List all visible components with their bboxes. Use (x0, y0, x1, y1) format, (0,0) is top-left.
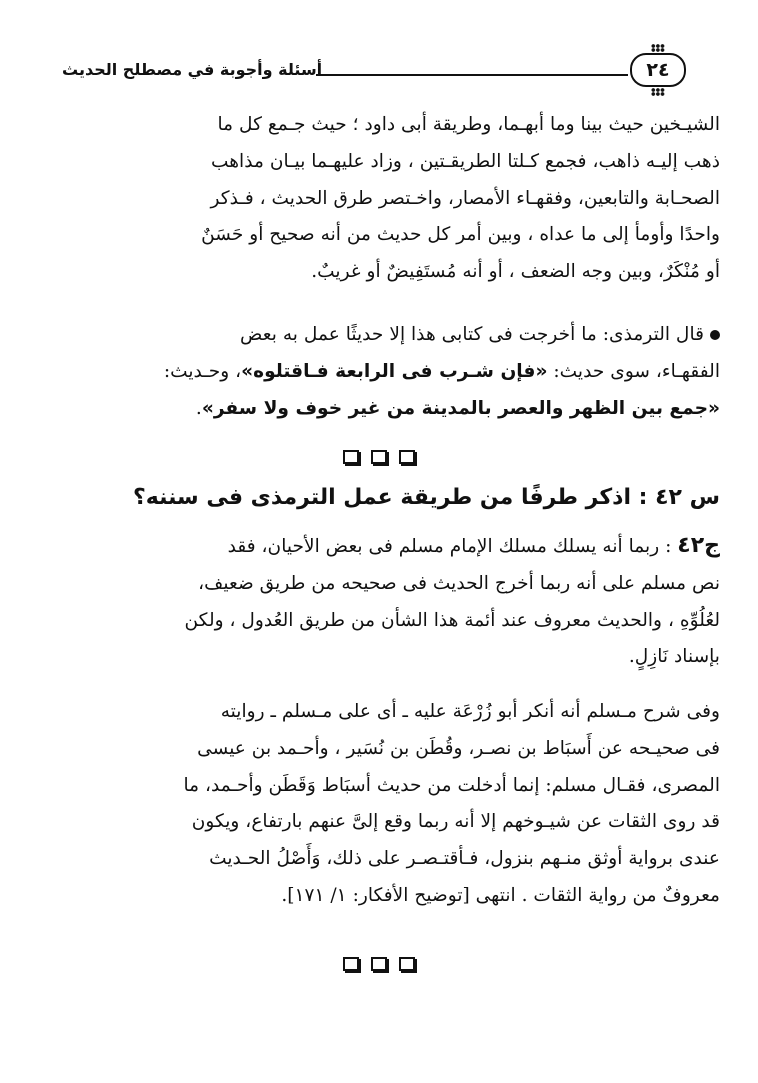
paragraph-continuation (64, 107, 720, 291)
square-ornament-icon (399, 450, 415, 464)
square-ornament-icon (371, 450, 387, 464)
commentary-paragraph (64, 694, 720, 915)
text-line: قد روى الثقات عن شيـوخهم إلا أنه ربما وقع إلىَّ عنهم بارتفاع، ويكون (191, 811, 720, 833)
text-line: لعُلُوِّهِ ، والحديث معروف عند أئمة هذا الشأن من طريق العُدول ، ولكن (184, 609, 720, 631)
book-title: أسئلة وأجوبة في مصطلح الحديث (62, 60, 323, 79)
page-number-badge (630, 53, 686, 87)
answer-paragraph (64, 528, 720, 676)
hadith-quote: «جمع بين الظهر والعصر بالمدينة من غير خوف ولا سفر» (201, 397, 720, 419)
text-line: وفى شرح مـسلم أنه أنكر أبو زُرْعَة عليه ـ أى على مـسلم ـ روايته (220, 701, 720, 722)
running-header (62, 40, 728, 100)
text-line: معروفٌ من رواية الثقات . انتهى [توضيح الأفكار: ١/ ١٧١]. (281, 884, 720, 906)
header-rule (316, 74, 628, 76)
text-line: بإسناد نَازِلٍ. (628, 646, 720, 668)
hadith-quote: «فإن شـرب فى الرابعة فـاقتلوه» (241, 360, 548, 382)
question-heading: س ٤٢ : اذكر طرفًا من طريقة عمل الترمذى فى سننه؟ (132, 485, 720, 510)
text-line: «جمع بين الظهر والعصر بالمدينة من غير خوف ولا سفر». (195, 397, 720, 419)
answer-label: ج٤٢ (677, 533, 720, 558)
ornament-icon (651, 88, 665, 96)
text-line: ج٤٢ : ربما أنه يسلك مسلك الإمام مسلم فى بعض الأحيان، فقد (227, 533, 720, 558)
text-line: فى صحيـحه عن أَسبَاط بن نصـر، وقُطَن بن نُسَير ، وأحـمد بن عيسى (197, 737, 720, 759)
tirmidhi-quote-paragraph (64, 317, 720, 427)
text-line: الفقهـاء، سوى حديث: «فإن شـرب فى الرابعة فـاقتلوه»، وحـديث: (163, 360, 720, 382)
text-line: الشيـخين حيث بينا وما أبهـما، وطريقة أبى داود ؛ حيث جـمع كل ما (217, 114, 720, 135)
section-separator (0, 449, 758, 469)
text-line: أو مُنْكَرٌ، وبين وجه الضعف ، أو أنه مُستَفِيضٌ أو غريبٌ. (311, 261, 720, 283)
text-line: ذهب إليـه ذاهب، فجمع كـلتا الطريقـتين ، وزاد عليهـما بيـان مذاهب (210, 150, 720, 172)
square-ornament-icon (371, 957, 387, 971)
text-line: الصحـابة والتابعين، وفقهـاء الأمصار، واخـتصر طرق الحديث ، فـذكر (210, 187, 720, 209)
square-ornament-icon (343, 450, 359, 464)
ornament-icon (651, 44, 665, 52)
bullet-icon (710, 330, 720, 340)
text-line: قال الترمذى: ما أخرجت فى كتابى هذا إلا حديثًا عمل به بعض (64, 317, 720, 354)
text-line: واحدًا وأومأ إلى ما عداه ، وبين أمر كل حديث من أنه صحيح أو حَسَنٌ (201, 224, 720, 246)
section-separator (0, 956, 758, 976)
square-ornament-icon (343, 957, 359, 971)
text-line: المصرى، فقـال مسلم: إنما أدخلت من حديث أسبَاط وَقَطَن وأحـمد، ما (183, 774, 720, 796)
square-ornament-icon (399, 957, 415, 971)
text-line: عندى برواية أوثق منـهم بنزول، فـأقتـصـر على ذلك، وَأَصْلُ الحـديث (209, 848, 720, 870)
page-number: ٢٤ (646, 59, 670, 81)
text-line: نص مسلم على أنه ربما أخرج الحديث فى صحيحه من طريق ضعيف، (198, 572, 720, 594)
